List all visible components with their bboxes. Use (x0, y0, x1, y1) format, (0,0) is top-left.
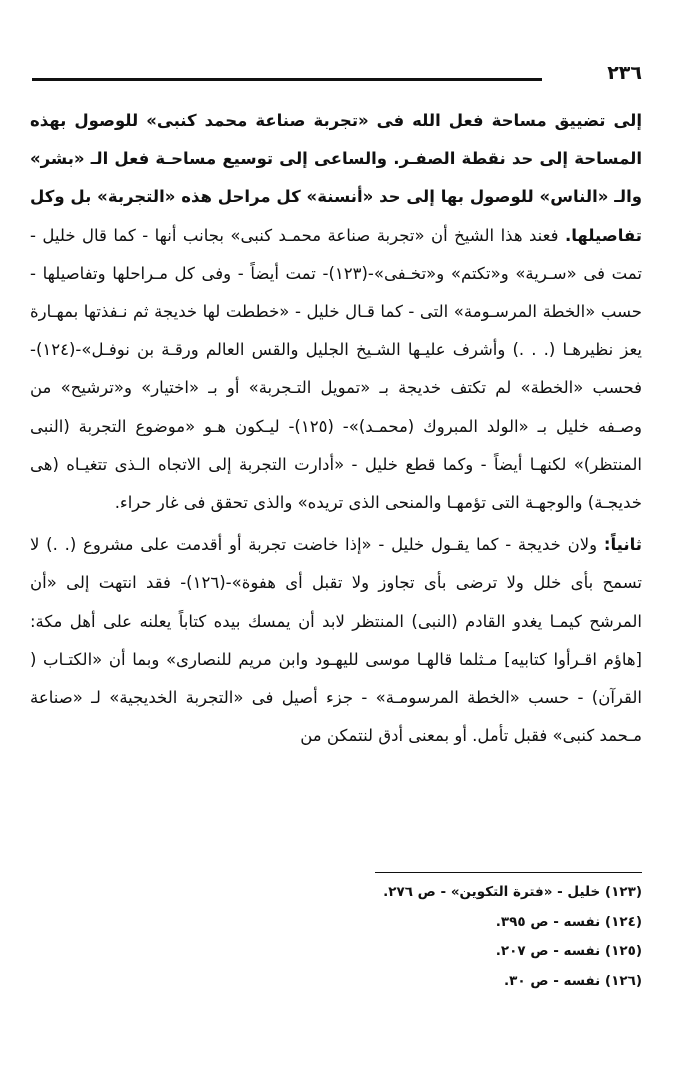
footnote-123: (١٢٣) خليل - «فترة التكوين» - ص ٢٧٦. (383, 884, 642, 900)
paragraph-1 (30, 102, 642, 522)
page-number: ٢٣٦ (607, 62, 642, 84)
footnotes (30, 878, 642, 996)
footnote-124: (١٢٤) نفسه - ص ٣٩٥. (495, 913, 642, 930)
footnote-125: (١٢٥) نفسه - ص ٢٠٧. (495, 943, 642, 959)
footnote-126: (١٢٦) نفسه - ص ٣٠. (504, 972, 642, 989)
paragraph-2-label: ثانياً: (603, 535, 642, 555)
paragraph-1-bold-lead: إلى تضييق مساحة فعل الله فى «تجربة صناعة محمد كنبى» للوصول بهذه المساحة إلى حد نقطة الصفـر. والساعى إلى توسيع مساحـة فعل الـ «بشر» والـ «الناس» للوصول بها إلى حد «أنسنة» كل مراحل هذه «التجربة» بل وكل تفاصيلها. (30, 111, 642, 245)
body-text (30, 102, 642, 755)
header-rule (32, 78, 542, 81)
footnote-rule (375, 872, 642, 873)
page-header (32, 62, 642, 92)
paragraph-2-text: ولان خديجة - كما يقـول خليل - «إذا خاضت تجربة أو أقدمت على مشروع (. .) لا تسمح بأى خلل ولا ترضى بأى تجاوز ولا تقبل أى هفوة»-(١٢٦)- فقد انتهت إلى «أن المرشح كيمـا يغدو القادم (النبى) المنتظر لابد أن يمسك بيده كتاباً يعلنه على أهل مكة: [هاؤم اقـرأوا كتابيه] مـثلما قالهـا موسى لليهـود وابن مريم للنصارى» وبما أن «الكتـاب ( القرآن) - حسب «الخطة المرسومـة» - جزء أصيل فى «التجربة الخديجية» لـ «صناعة مـحمد كنبى» فقبل تأمل. أو بمعنى أدق لنتمكن من (30, 535, 643, 746)
paragraph-2 (30, 526, 642, 755)
paragraph-1-text: فعند هذا الشيخ أن «تجربة صناعة محمـد كنبى» بجانب أنها - كما قال خليل - تمت فى «سـرية» و«تكتم» و«تخـفى»-(١٢٣)- تمت أيضاً - وفى كل مـراحلها وتفاصيلها - حسب «الخطة المرسـومة» التى - كما قـال خليل - «خططت لها خديجة ثم نـفذتها بمهـارة يعز نظيرهـا (. . .) وأشرف عليـها الشـيخ الجليل والقس العالم ورقـة بن نوفـل»-(١٢٤)- فحسب «الخطة» لم تكتف خديجة بـ «تمويل التـجربة» أو بـ «اختيار» و«ترشيح» من وصـفه خليل بـ «الولد المبروك (محمـد)»- (١٢٥)- ليـكون هـو «موضوع التجربة (النبى المنتظر)» لكنهـا أيضاً - وكما قطع خليل - «أدارت التجربة إلى الاتجاه الـذى تتغيـاه (هى خديجـة) والوجهـة التى تؤمهـا والمنحى الذى تريده» والذى تحقق فى غار حراء. (30, 225, 642, 513)
